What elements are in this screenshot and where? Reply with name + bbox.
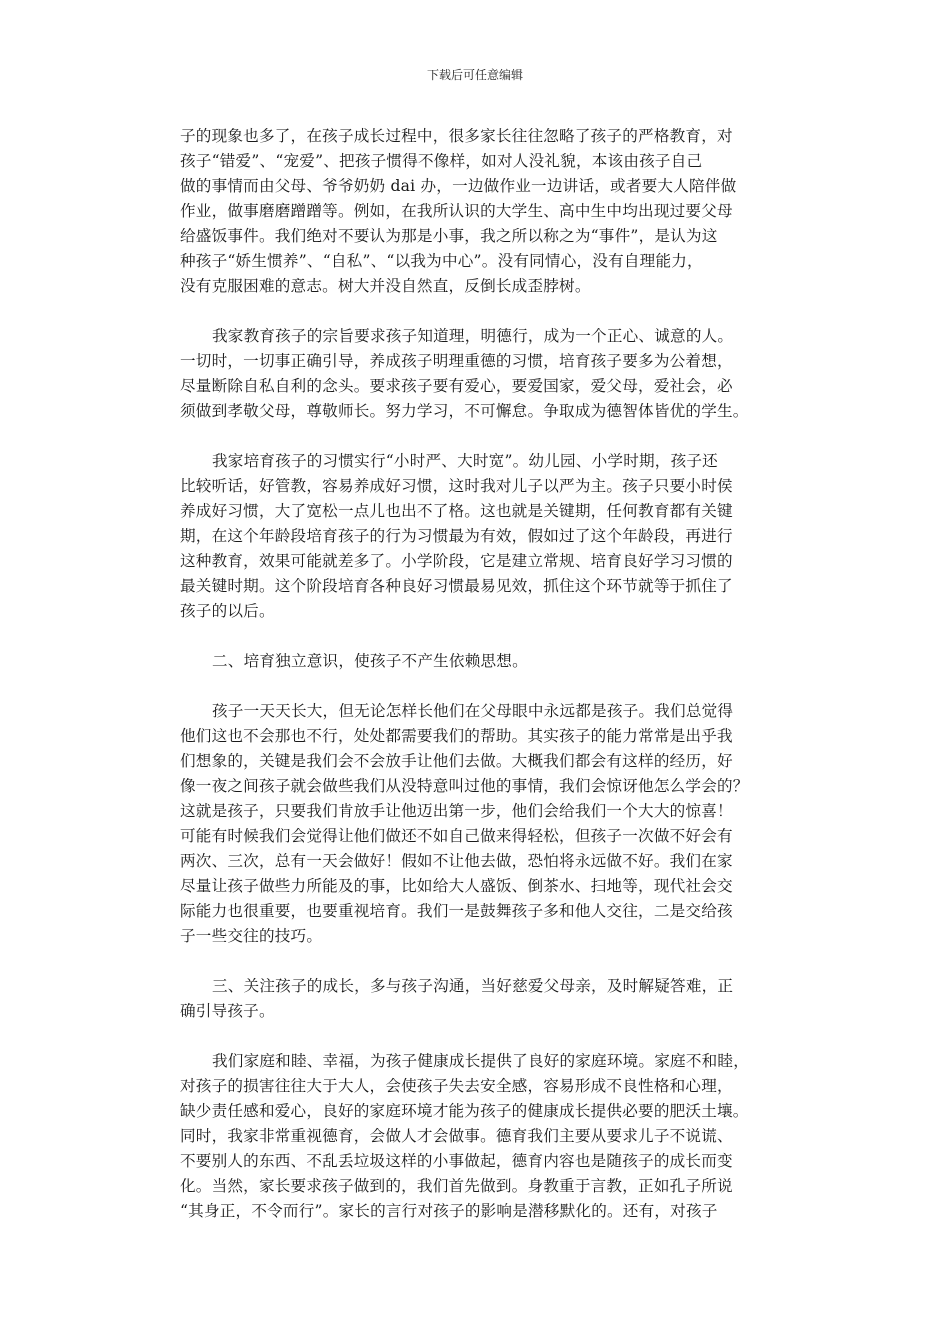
- document-body: [180, 124, 772, 1249]
- text-line: 须做到孝敬父母，尊敬师长。努力学习，不可懈怠。争取成为德智体皆优的学生。: [180, 402, 749, 420]
- text-line: 养成好习惯，大了宽松一点儿也出不了格。这也就是关键期，任何教育都有关键: [180, 502, 733, 520]
- text-line: 这就是孩子，只要我们肯放手让他迈出第一步，他们会给我们一个大大的惊喜！: [180, 802, 733, 820]
- text-line: 我们家庭和睦、幸福，为孩子健康成长提供了良好的家庭环境。家庭不和睦，: [212, 1052, 749, 1070]
- text-line: 孩子的以后。: [180, 602, 275, 620]
- paragraph: [180, 324, 772, 424]
- text-line: “其身正，不令而行”。家长的言行对孩子的影响是潜移默化的。还有，对孩子: [180, 1202, 718, 1220]
- text-line: 三、关注孩子的成长，多与孩子沟通，当好慈爱父母亲，及时解疑答难，正: [212, 977, 734, 995]
- paragraph: [180, 974, 772, 1024]
- text-line: 种孩子“娇生惯养”、“自私”、“以我为中心”。没有同情心，没有自理能力，: [180, 252, 703, 270]
- paragraph: [180, 699, 772, 949]
- text-line: 确引导孩子。: [180, 1002, 275, 1020]
- text-line: 比较听话，好管教，容易养成好习惯，这时我对儿子以严为主。孩子只要小时侯: [180, 477, 733, 495]
- text-line: 对孩子的损害往往大于大人，会使孩子失去安全感，容易形成不良性格和心理，: [180, 1077, 733, 1095]
- text-line: 没有克服困难的意志。树大并没自然直，反倒长成歪脖树。: [180, 277, 591, 295]
- text-line: 我家教育孩子的宗旨要求孩子知道理，明德行，成为一个正心、诚意的人。: [212, 327, 734, 345]
- paragraph: [180, 124, 772, 299]
- paragraph: [180, 449, 772, 624]
- text-line: 同时，我家非常重视德育，会做人才会做事。德育我们主要从要求儿子不说谎、: [180, 1127, 733, 1145]
- text-line: 作业，做事磨磨蹭蹭等。例如，在我所认识的大学生、高中生中均出现过要父母: [180, 202, 733, 220]
- text-line: 们想象的，关键是我们会不会放手让他们去做。大概我们都会有这样的经历，好: [180, 752, 733, 770]
- paragraph: [180, 1049, 772, 1224]
- text-line: 像一夜之间孩子就会做些我们从没特意叫过他的事情，我们会惊讶他怎么学会的？: [180, 777, 749, 795]
- text-line: 给盛饭事件。我们绝对不要认为那是小事，我之所以称之为“事件”，是认为这: [180, 227, 718, 245]
- text-line: 两次、三次，总有一天会做好！假如不让他去做，恐怕将永远做不好。我们在家: [180, 852, 733, 870]
- text-line: 子的现象也多了，在孩子成长过程中，很多家长往往忽略了孩子的严格教育，对: [180, 127, 733, 145]
- text-line: 期，在这个年龄段培育孩子的行为习惯最为有效，假如过了这个年龄段，再进行: [180, 527, 733, 545]
- text-line: 尽量让孩子做些力所能及的事，比如给大人盛饭、倒茶水、扫地等，现代社会交: [180, 877, 733, 895]
- text-line: 一切时，一切事正确引导，养成孩子明理重德的习惯，培育孩子要多为公着想，: [180, 352, 733, 370]
- text-line: 际能力也很重要，也要重视培育。我们一是鼓舞孩子多和他人交往，二是交给孩: [180, 902, 733, 920]
- text-line: 最关键时期。这个阶段培育各种良好习惯最易见效，抓住这个环节就等于抓住了: [180, 577, 733, 595]
- text-line: 这种教育，效果可能就差多了。小学阶段，它是建立常规、培育良好学习习惯的: [180, 552, 733, 570]
- page-header: 下载后可任意编辑: [426, 68, 523, 82]
- text-line: 我家培育孩子的习惯实行“小时严、大时宽”。幼儿园、小学时期，孩子还: [212, 452, 718, 470]
- text-line: 他们这也不会那也不行，处处都需要我们的帮助。其实孩子的能力常常是出乎我: [180, 727, 733, 745]
- text-line: 不要别人的东西、不乱丢垃圾这样的小事做起，德育内容也是随孩子的成长而变: [180, 1152, 733, 1170]
- text-line: 尽量断除自私自利的念头。要求孩子要有爱心，要爱国家，爱父母，爱社会，必: [180, 377, 733, 395]
- text-line: 子一些交往的技巧。: [180, 927, 323, 945]
- paragraph: [180, 649, 772, 674]
- text-line: 缺少责任感和爱心，良好的家庭环境才能为孩子的健康成长提供必要的肥沃土壤。: [180, 1102, 749, 1120]
- text-line: 做的事情而由父母、爷爷奶奶 dai 办，一边做作业一边讲话，或者要大人陪伴做: [180, 177, 737, 195]
- text-line: 孩子一天天长大，但无论怎样长他们在父母眼中永远都是孩子。我们总觉得: [212, 702, 734, 720]
- text-line: 化。当然，家长要求孩子做到的，我们首先做到。身教重于言教，正如孔子所说: [180, 1177, 733, 1195]
- text-line: 二、培育独立意识，使孩子不产生依赖思想。: [212, 652, 528, 670]
- text-line: 孩子“错爱”、“宠爱”、把孩子惯得不像样，如对人没礼貌，本该由孩子自己: [180, 152, 703, 170]
- text-line: 可能有时候我们会觉得让他们做还不如自己做来得轻松，但孩子一次做不好会有: [180, 827, 733, 845]
